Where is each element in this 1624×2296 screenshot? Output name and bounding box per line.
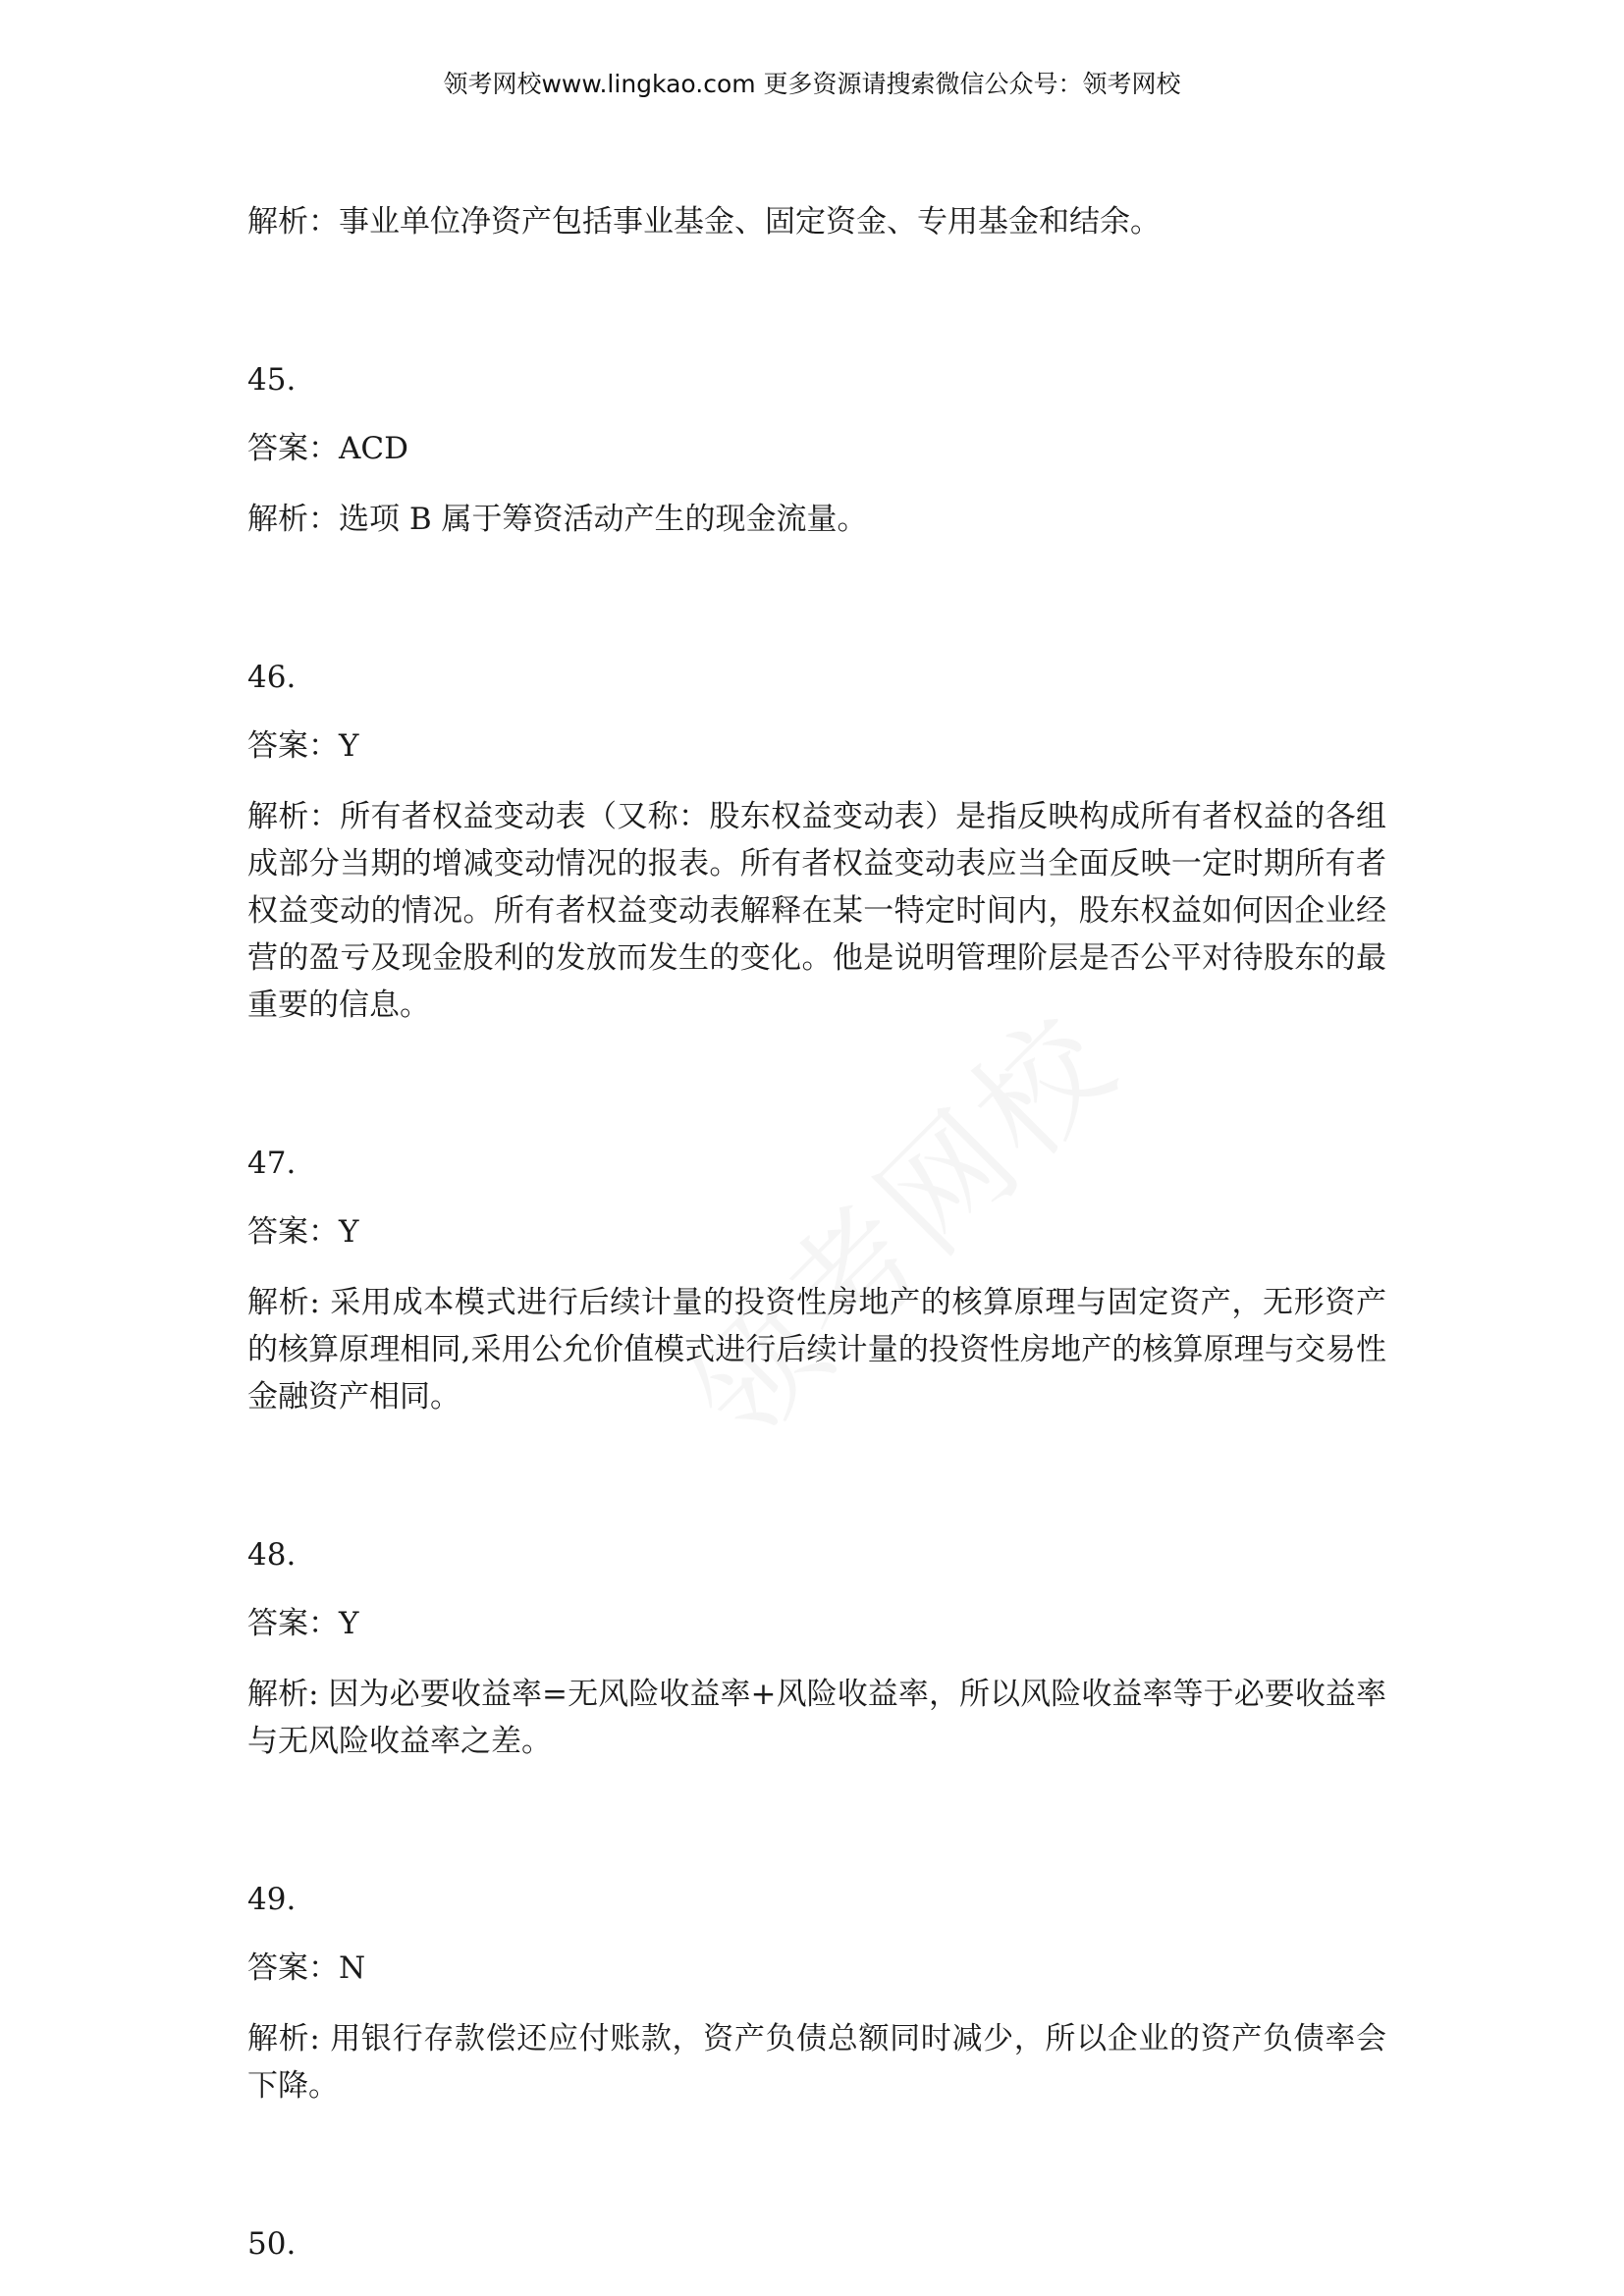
explanation-44: 解析：事业单位净资产包括事业基金、固定资金、专用基金和结余。 bbox=[247, 204, 1161, 240]
page-header: 领考网校www.lingkao.com 更多资源请搜索微信公众号：领考网校 bbox=[443, 70, 1181, 98]
explanation-48: 解析: 因为必要收益率=无风险收益率+风险收益率，所以风险收益率等于必要收益率与无风险收益率之差。 bbox=[247, 1677, 1386, 1759]
answer-46: 答案：Y bbox=[247, 728, 359, 764]
explanation-46: 解析：所有者权益变动表（又称：股东权益变动表）是指反映构成所有者权益的各组成部分当期的增减变动情况的报表。所有者权益变动表应当全面反映一定时期所有者权益变动的情况。所有者权益变动表解释在某一特定时间内，股东权益如何因企业经营的盈亏及现金股利的发放而发生的变化。他是说明管理阶层是否公平对待股东的最重要的信息。 bbox=[247, 799, 1386, 1023]
explanation-49: 解析: 用银行存款偿还应付账款，资产负债总额同时减少，所以企业的资产负债率会下降。 bbox=[247, 2021, 1386, 2104]
question-number-49: 49. bbox=[247, 1882, 297, 1917]
answer-content bbox=[247, 198, 1386, 2266]
question-number-48: 48. bbox=[247, 1537, 297, 1573]
question-number-45: 45. bbox=[247, 362, 297, 398]
explanation-45: 解析：选项 B 属于筹资活动产生的现金流量。 bbox=[247, 502, 868, 537]
answer-49: 答案：N bbox=[247, 1950, 366, 1986]
answer-45: 答案：ACD bbox=[247, 431, 408, 466]
question-number-50: 50. bbox=[247, 2226, 297, 2262]
answer-47: 答案：Y bbox=[247, 1214, 359, 1250]
answer-48: 答案：Y bbox=[247, 1606, 359, 1641]
question-number-47: 47. bbox=[247, 1146, 297, 1181]
question-number-46: 46. bbox=[247, 660, 297, 695]
explanation-47: 解析: 采用成本模式进行后续计量的投资性房地产的核算原理与固定资产，无形资产的核算原理相同,采用公允价值模式进行后续计量的投资性房地产的核算原理与交易性金融资产相同。 bbox=[247, 1285, 1386, 1415]
